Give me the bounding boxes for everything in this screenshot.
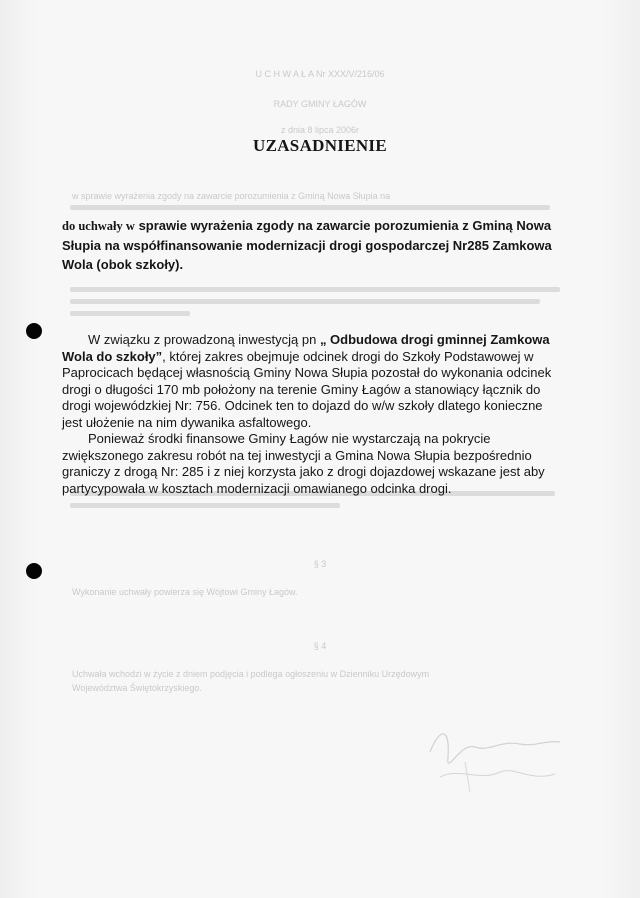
subject-text: sprawie wyrażenia zgody na zawarcie porozumienia z Gminą Nowa Słupia na współfinansowanie modernizacji drogi gospodarczej Nr285 Zamkowa Wola (obok szkoły). xyxy=(62,218,552,272)
paragraph-investment xyxy=(62,332,552,431)
ghost-section2-line1: Uchwała wchodzi w życie z dniem podjęcia i podlega ogłoszeniu w Dzienniku Urzędowym xyxy=(72,669,430,679)
ghost-lines-mid xyxy=(70,280,560,323)
ghost-section2: § 4 xyxy=(313,641,327,651)
document-body xyxy=(62,332,552,497)
document-subject xyxy=(62,216,562,274)
ghost-header-line2: RADY GMINY ŁAGÓW xyxy=(273,99,367,109)
paragraph-financing: Ponieważ środki finansowe Gminy Łagów nie wystarczają na pokrycie zwiększonego zakresu robót na tej inwestycji a Gmina Nowa Słupia bezpośrednio graniczy z drogą Nr: 285 i z niej korzysta jako z drogi dojazdowej wskazane jest aby partycypowała w kosztach modernizacji omawianego odcinka drogi. xyxy=(62,431,545,496)
ghost-section1-text: Wykonanie uchwały powierza się Wójtowi Gminy Łagów. xyxy=(72,587,298,597)
paragraph1-intro: W związku z prowadzoną inwestycją pn xyxy=(88,332,320,347)
paragraph1-rest: , której zakres obejmuje odcinek drogi do Szkoły Podstawowej w Paprocicach będącej własnością Gminy Nowa Słupia pozostał do wykonania odcinek drogi o długości 170 mb położony na terenie Gminy Łagów a stanowiący łącznik do drogi wojewódzkiej Nr: 756. Odcinek ten to dojazd do w/w szkoły dlatego konieczne jest ułożenie na nim dywanika asfaltowego. xyxy=(62,348,552,430)
subject-prefix: do uchwały w xyxy=(62,219,135,233)
investment-name: „ Odbudowa drogi gminnej Zamkowa Wola do szkoły” xyxy=(62,332,550,364)
ghost-subject: w sprawie wyrażenia zgody na zawarcie porozumienia z Gminą Nowa Słupia na xyxy=(72,191,391,201)
ghost-header-line1: U C H W A Ł A Nr XXX/V/216/06 xyxy=(255,69,385,79)
ghost-section2-line2: Województwa Świętokrzyskiego. xyxy=(72,683,202,693)
ghost-section1: § 3 xyxy=(313,559,327,569)
punch-hole-bottom xyxy=(26,563,42,579)
punch-hole-top xyxy=(26,323,42,339)
ghost-signature xyxy=(420,722,570,802)
ghost-header-line3: z dnia 8 lipca 2006r xyxy=(280,125,360,135)
document-title: UZASADNIENIE xyxy=(253,136,387,155)
ghost-lines-top xyxy=(70,198,560,217)
